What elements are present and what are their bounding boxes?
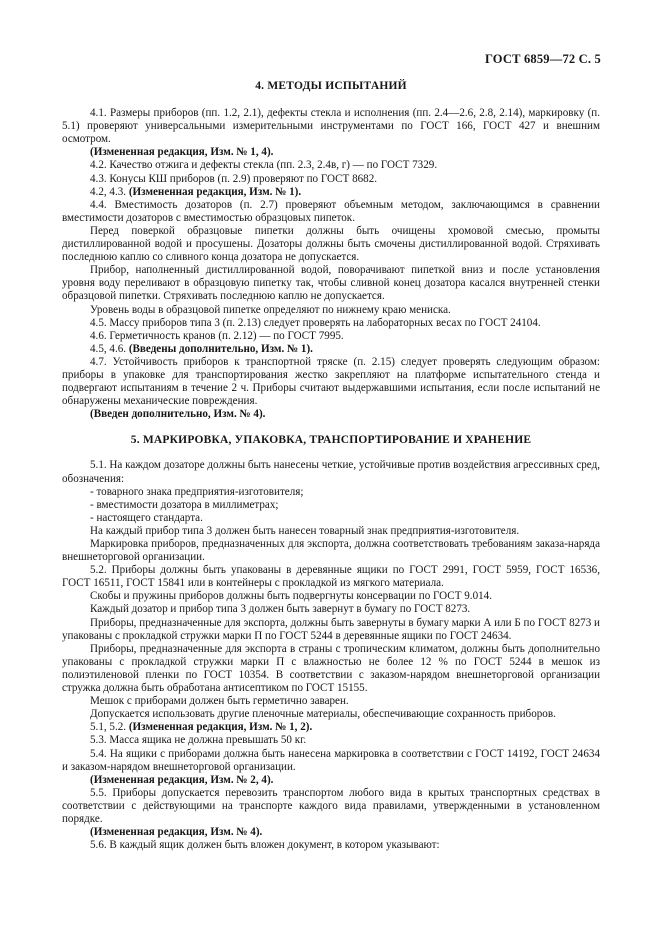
body-paragraph: 5.6. В каждый ящик должен быть вложен документ, в котором указывают: <box>90 839 440 852</box>
body-paragraph: 4.5. Массу приборов типа 3 (п. 2.13) следует проверять на лабораторных весах по ГОСТ 24104. <box>90 316 541 329</box>
clause-numbers: 5.1, 5.2. <box>90 721 129 734</box>
list-item: - настоящего стандарта. <box>90 511 203 524</box>
amendment-note <box>62 721 600 734</box>
body-paragraph: Маркировка приборов, предназначенных для экспорта, должна соответствовать требованиям заказа-наряда внешнеторговой организации. <box>62 538 600 564</box>
section-5-heading: 5. МАРКИРОВКА, УПАКОВКА, ТРАНСПОРТИРОВАНИЕ И ХРАНЕНИЕ <box>130 434 532 447</box>
amendment-note <box>62 186 600 199</box>
clause-numbers: 4.2, 4.3. <box>90 185 129 198</box>
body-paragraph: Прибор, наполненный дистиллированной водой, поворачивают пипеткой вниз и после установления уровня воду переливают в образцовую пипетку так, чтобы сливной конец дозатора касался внутренней стенки образцовой пипетки. Стряхивать последнюю каплю не допускается. <box>62 264 600 303</box>
section-4-heading: 4. МЕТОДЫ ИСПЫТАНИЙ <box>255 80 407 92</box>
body-paragraph: 5.2. Приборы должны быть упакованы в деревянные ящики по ГОСТ 2991, ГОСТ 5959, ГОСТ 16536, ГОСТ 16511, ГОСТ 15841 или в контейнеры с прокладкой из мягкого материала. <box>62 564 600 590</box>
body-paragraph: 5.4. На ящики с приборами должна быть нанесена маркировка в соответствии с ГОСТ 14192, ГОСТ 24634 и заказом-нарядом внешнеторговой организации. <box>62 747 600 773</box>
page-header: ГОСТ 6859—72 С. 5 <box>484 52 601 66</box>
body-paragraph: Перед поверкой образцовые пипетки должны быть очищены хромовой смесью, промыты дистиллированной водой и просушены. Дозаторы должны быть смочены дистиллированной водой. Стряхивать последнюю каплю со сливного конца дозатора не допускается. <box>62 224 600 264</box>
body-paragraph: Приборы, предназначенные для экспорта в страны с тропическим климатом, должны быть дополнительно упакованы с прокладкой стружки марки П с влажностью не более 12 % по ГОСТ 5244 в мешок из полиэтиленовой пленки по ГОСТ 10354. В соответствии с заказом-нарядом внешнеторговой организации стружка должна быть обработана антисептиком по ГОСТ 15155. <box>62 642 600 695</box>
body-paragraph: Допускается использовать другие пленочные материалы, обеспечивающие сохранность приборов. <box>90 708 556 721</box>
body-paragraph: Уровень воды в образцовой пипетке определяют по нижнему краю мениска. <box>90 303 451 316</box>
section-5-body <box>62 459 600 852</box>
body-paragraph: 5.5. Приборы допускается перевозить транспортом любого вида в крытых транспортных средствах в соответствии с действующими на транспорте каждого вида правилами, утвержденными в установленном порядке. <box>62 786 600 825</box>
body-paragraph: 4.2. Качество отжига и дефекты стекла (пп. 2.3, 2.4в, г) — по ГОСТ 7329. <box>90 159 438 172</box>
body-paragraph: На каждый прибор типа 3 должен быть нанесен товарный знак предприятия-изготовителя. <box>90 524 520 537</box>
body-paragraph: Скобы и пружины приборов должны быть подвергнуты консервации по ГОСТ 9.014. <box>90 590 492 603</box>
body-paragraph: 5.1. На каждом дозаторе должны быть нанесены четкие, устойчивые против воздействия агрессивных сред, обозначения: <box>62 459 600 485</box>
amendment-text: (Измененная редакция, Изм. № 1, 2). <box>128 721 313 734</box>
amendment-note: (Измененная редакция, Изм. № 4). <box>90 826 263 839</box>
body-paragraph: Каждый дозатор и прибор типа 3 должен быть завернут в бумагу по ГОСТ 8273. <box>90 603 471 616</box>
page-content <box>62 80 600 852</box>
body-paragraph: 5.3. Масса ящика не должна превышать 50 кг. <box>90 734 307 747</box>
amendment-text: (Измененная редакция, Изм. № 1). <box>128 185 302 198</box>
amendment-note: (Введен дополнительно, Изм. № 4). <box>90 408 266 421</box>
body-paragraph: 4.6. Герметичность кранов (п. 2.12) — по ГОСТ 7995. <box>90 329 344 342</box>
section-4-body <box>62 107 600 421</box>
body-paragraph: 4.1. Размеры приборов (пп. 1.2, 2.1), дефекты стекла и исполнения (пп. 2.4—2.6, 2.8, 2.14), маркировку (п. 5.1) проверяют универсальными измерительными инструментами по ГОСТ 166, ГОСТ 427 и внешним осмотром. <box>62 107 600 146</box>
body-paragraph: Приборы, предназначенные для экспорта, должны быть завернуты в бумагу марки А или Б по ГОСТ 8273 и упакованы с прокладкой стружки марки П по ГОСТ 5244 в деревянные ящики по ГОСТ 24634. <box>62 616 600 642</box>
body-paragraph: 4.7. Устойчивость приборов к транспортной тряске (п. 2.15) следует проверять следующим образом: приборы в упаковке для транспортирования жестко закрепляют на платформе испытательного стенда и подвергают испытаниям в течение 2 ч. Приборы считают выдержавшими испытания, если после испытаний не обнаружены механические повреждения. <box>62 355 600 408</box>
amendment-note: (Измененная редакция, Изм. № 1, 4). <box>90 146 274 159</box>
list-item: - вместимости дозатора в миллиметрах; <box>90 498 279 511</box>
list-item: - товарного знака предприятия-изготовителя; <box>90 485 304 498</box>
body-paragraph: Мешок с приборами должен быть герметично заварен. <box>90 695 349 708</box>
clause-numbers: 4.5, 4.6. <box>90 342 129 355</box>
body-paragraph: 4.4. Вместимость дозаторов (п. 2.7) проверяют объемным методом, заключающимся в сравнении вместимости дозаторов с вместимостью образцовых пипеток. <box>62 198 600 224</box>
body-paragraph: 4.3. Конусы КШ приборов (п. 2.9) проверяют по ГОСТ 8682. <box>90 172 378 185</box>
amendment-text: (Введены дополнительно, Изм. № 1). <box>128 342 313 355</box>
amendment-note: (Измененная редакция, Изм. № 2, 4). <box>90 773 274 786</box>
amendment-note <box>62 343 600 356</box>
